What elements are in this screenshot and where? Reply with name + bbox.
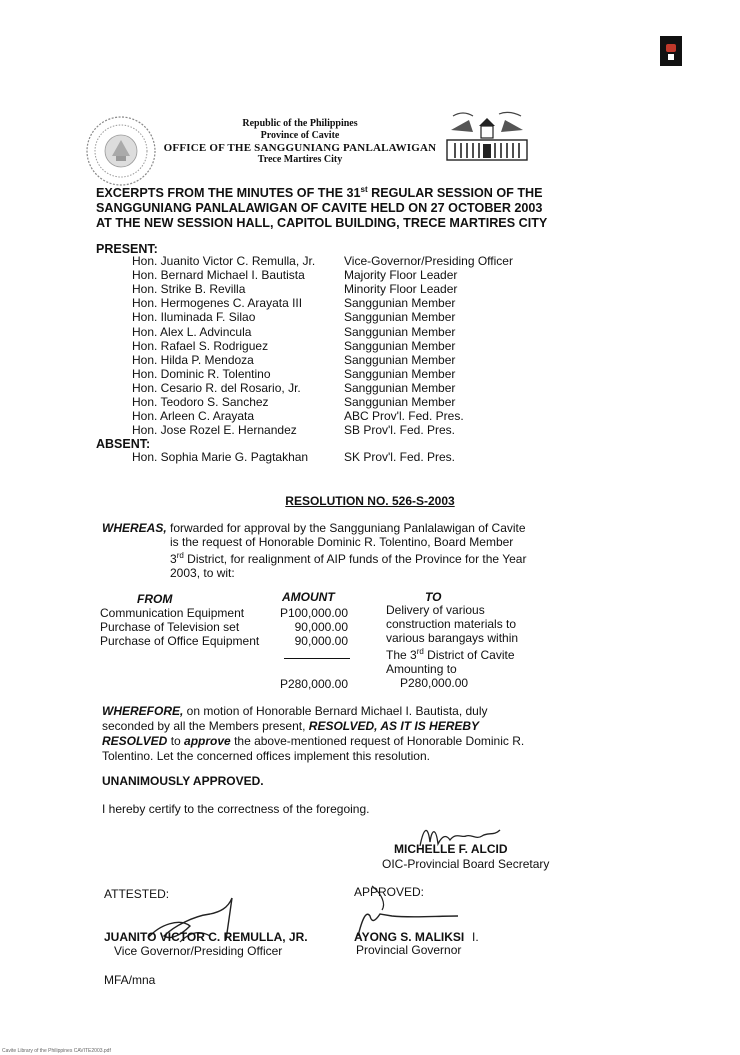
amount-row-3: 90,000.00 — [294, 634, 348, 648]
vice-governor-title: Vice Governor/Presiding Officer — [114, 944, 283, 958]
whereas-label — [102, 521, 167, 535]
present-member-position: Vice-Governor/Presiding Officer — [344, 254, 513, 268]
amount-total: P280,000.00 — [279, 677, 348, 691]
corner-logo-icon — [660, 36, 682, 66]
to-line4-pre: The 3 — [386, 648, 417, 662]
governor-mark: I. — [472, 930, 479, 944]
secretary-title: OIC-Provincial Board Secretary — [382, 857, 550, 871]
col-to-header: TO — [425, 590, 442, 604]
to-line4-sup: rd — [416, 647, 424, 656]
unanimously-approved: UNANIMOUSLY APPROVED. — [102, 774, 264, 788]
present-member-name: Hon. Dominic R. Tolentino — [132, 366, 271, 381]
present-member-row — [132, 254, 652, 268]
present-member-row — [132, 381, 652, 395]
present-member-position: SB Prov'l. Fed. Pres. — [344, 423, 455, 438]
present-member-name: Hon. Arleen C. Arayata — [132, 409, 255, 424]
present-member-name: Hon. Cesario R. del Rosario, Jr. — [132, 380, 301, 395]
absent-member-row — [132, 450, 652, 464]
wherefore-l3-bold2: approve — [184, 734, 231, 748]
title-line3: AT THE NEW SESSION HALL, CAPITOL BUILDING, TRECE MARTIRES CITY — [96, 216, 548, 231]
letterhead — [150, 118, 450, 166]
to-line4-post: District of Cavite — [423, 648, 515, 662]
whereas-line3-post: District, for realignment of AIP funds of the Province for the Year — [183, 552, 527, 566]
to-line1: Delivery of various — [386, 603, 485, 617]
title-sup: st — [360, 185, 368, 194]
absent-member-name: Hon. Sophia Marie G. Pagtakhan — [132, 450, 309, 464]
present-member-row — [132, 325, 652, 339]
absent-label: ABSENT: — [96, 437, 151, 451]
present-member-position: Majority Floor Leader — [344, 268, 458, 283]
wherefore-l3-mid: to — [167, 734, 185, 748]
present-member-name: Hon. Teodoro S. Sanchez — [132, 395, 269, 409]
present-member-name: Hon. Strike B. Revilla — [132, 282, 246, 297]
present-member-row — [132, 339, 652, 353]
whereas-line3-pre: 3 — [170, 552, 177, 566]
to-line5: Amounting to — [386, 662, 457, 676]
vice-governor-name: JUANITO VICTOR C. REMULLA, JR. — [104, 930, 308, 944]
title-line1-pre: EXCERPTS FROM THE MINUTES OF THE 31 — [96, 186, 361, 201]
present-member-name: Hon. Iluminada F. Silao — [132, 310, 256, 325]
present-member-row — [132, 310, 652, 324]
secretary-name: MICHELLE F. ALCID — [394, 842, 508, 856]
present-member-name: Hon. Bernard Michael I. Bautista — [132, 268, 305, 283]
to-amount: P280,000.00 — [400, 676, 469, 690]
to-line3: various barangays within — [386, 631, 519, 645]
present-member-row — [132, 353, 652, 367]
wherefore-l1: on motion of Honorable Bernard Michael I. Bautista, duly — [183, 704, 488, 718]
letterhead-country: Republic of the Philippines — [242, 118, 358, 129]
whereas-line1: forwarded for approval by the Sangguniang Panlalawigan of Cavite — [170, 521, 526, 535]
wherefore-l3-post: the above-mentioned request of Honorable Dominic R. — [230, 734, 525, 748]
capitol-building-icon — [443, 108, 531, 166]
scan-footer: Cavite Library of the Philippines CAVITE2003.pdf — [2, 1048, 111, 1054]
whereas-keyword: WHEREAS, — [102, 521, 167, 535]
present-member-name: Hon. Alex L. Advincula — [132, 324, 252, 339]
present-member-row — [132, 367, 652, 381]
absent-member-position: SK Prov'l. Fed. Pres. — [344, 450, 455, 464]
present-member-position: Sanggunian Member — [344, 395, 456, 409]
province-seal-icon — [84, 114, 158, 188]
initials: MFA/mna — [104, 973, 156, 987]
present-member-name: Hon. Juanito Victor C. Remulla, Jr. — [132, 254, 316, 268]
document-title — [96, 182, 656, 231]
letterhead-city: Trece Martires City — [257, 154, 343, 165]
letterhead-office: OFFICE OF THE SANGGUNIANG PANLALAWIGAN — [163, 142, 437, 154]
wherefore-paragraph — [102, 704, 542, 764]
attested-label: ATTESTED: — [104, 887, 170, 901]
whereas-line2: is the request of Honorable Dominic R. Tolentino, Board Member — [170, 535, 514, 549]
whereas-line3-sup: rd — [176, 551, 184, 560]
certification-text: I hereby certify to the correctness of the foregoing. — [102, 802, 370, 816]
from-row-1: Communication Equipment — [100, 606, 245, 620]
letterhead-province: Province of Cavite — [260, 130, 340, 141]
present-member-row — [132, 409, 652, 423]
whereas-line4: 2003, to wit: — [170, 566, 235, 580]
present-member-name: Hon. Hilda P. Mendoza — [132, 352, 254, 367]
governor-name: AYONG S. MALIKSI — [354, 930, 465, 944]
title-line1-post: REGULAR SESSION OF THE — [367, 186, 543, 201]
wherefore-l4: Tolentino. Let the concerned offices implement this resolution. — [102, 749, 430, 763]
present-member-position: Sanggunian Member — [344, 352, 456, 367]
present-member-row — [132, 268, 652, 282]
wherefore-keyword: WHEREFORE, — [102, 704, 184, 718]
present-label: PRESENT: — [96, 242, 158, 256]
amount-sum-rule — [284, 658, 350, 659]
whereas-text — [170, 521, 570, 580]
to-line2: construction materials to — [386, 617, 517, 631]
present-member-position: Sanggunian Member — [344, 338, 456, 353]
present-member-position: Sanggunian Member — [344, 324, 456, 339]
col-from-header: FROM — [137, 592, 173, 606]
to-description — [386, 603, 518, 690]
present-member-name: Hon. Hermogenes C. Arayata III — [132, 296, 303, 311]
present-member-position: ABC Prov'l. Fed. Pres. — [344, 409, 464, 424]
wherefore-l2-bold: RESOLVED, AS IT IS HEREBY — [308, 719, 480, 733]
amount-row-2: 90,000.00 — [294, 620, 348, 634]
present-member-row — [132, 282, 652, 296]
resolution-number: RESOLUTION NO. 526-S-2003 — [285, 494, 455, 508]
from-row-3: Purchase of Office Equipment — [100, 634, 260, 648]
governor-title: Provincial Governor — [356, 943, 462, 957]
amount-row-1: P100,000.00 — [279, 606, 348, 620]
wherefore-l3-bold1: RESOLVED — [102, 734, 168, 748]
present-member-name: Hon. Rafael S. Rodriguez — [132, 338, 269, 353]
present-member-position: Sanggunian Member — [344, 310, 456, 325]
present-member-position: Sanggunian Member — [344, 296, 456, 311]
title-line2: SANGGUNIANG PANLALAWIGAN OF CAVITE HELD ON 27 OCTOBER 2003 — [96, 201, 543, 216]
present-member-row — [132, 423, 652, 437]
col-amount-header: AMOUNT — [282, 590, 335, 604]
present-member-name: Hon. Jose Rozel E. Hernandez — [132, 423, 297, 438]
present-member-position: Sanggunian Member — [344, 380, 456, 395]
approved-label: APPROVED: — [354, 885, 425, 899]
wherefore-l2-pre: seconded by all the Members present, — [102, 719, 309, 733]
present-member-position: Minority Floor Leader — [344, 282, 458, 297]
present-member-row — [132, 296, 652, 310]
present-member-position: Sanggunian Member — [344, 366, 456, 381]
from-row-2: Purchase of Television set — [100, 620, 240, 634]
present-member-row — [132, 395, 652, 409]
